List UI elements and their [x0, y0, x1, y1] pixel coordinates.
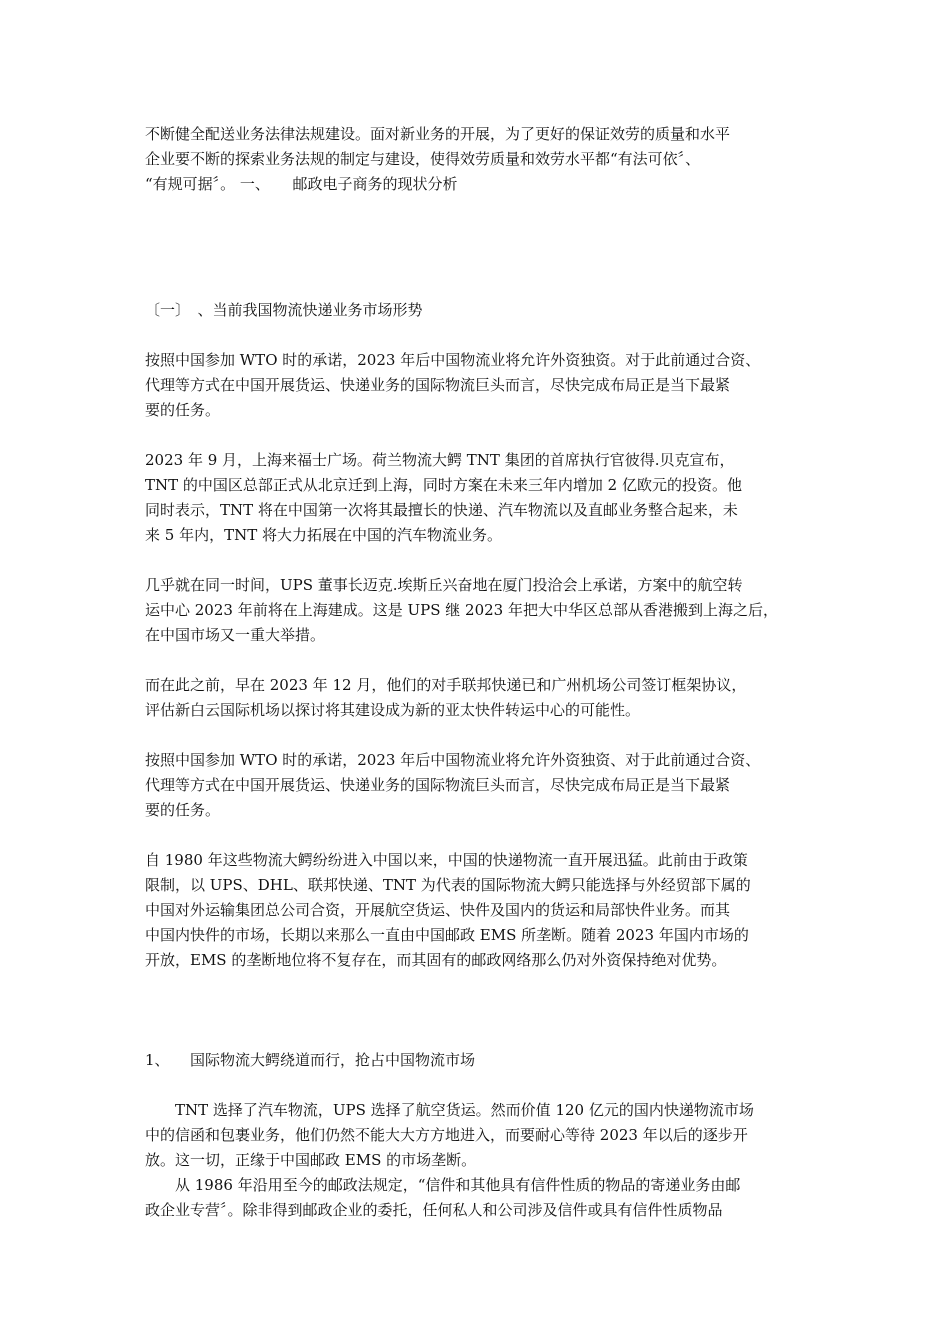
text-line: 中国对外运输集团总公司合资，开展航空货运、快件及国内的货运和局部快件业务。而其: [145, 901, 731, 919]
text-line: 中的信函和包裹业务，他们仍然不能大大方方地进入，而要耐心等待 2023 年以后的逐步开: [145, 1126, 748, 1144]
text-line: TNT 的中国区总部正式从北京迁到上海，同时方案在未来三年内增加 2 亿欧元的投资。他: [145, 476, 742, 494]
heading-number: 1、: [145, 1051, 170, 1069]
text-line: 几乎就在同一时间，UPS 董事长迈克.埃斯丘兴奋地在厦门投洽会上承诺，方案中的航空转: [145, 576, 743, 594]
heading-text: 国际物流大鳄绕道而行，抢占中国物流市场: [190, 1051, 476, 1069]
text-line: 按照中国参加 WTO 时的承诺，2023 年后中国物流业将允许外资独资、对于此前通过合资、: [145, 751, 761, 769]
text-line: 从 1986 年沿用至今的邮政法规定，“信件和其他具有信件性质的物品的寄递业务由邮: [175, 1176, 741, 1194]
text-line: 限制，以 UPS、DHL、联邦快递、TNT 为代表的国际物流大鳄只能选择与外经贸部下属的: [145, 876, 751, 894]
text-line: 要的任务。: [145, 401, 221, 419]
paragraph-history: [145, 848, 810, 973]
text-line: 代理等方式在中国开展货运、快递业务的国际物流巨头而言，尽快完成布局正是当下最紧: [145, 776, 731, 794]
text-line: 开放，EMS 的垄断地位将不复存在，而其固有的邮政网络那么仍对外资保持绝对优势。: [145, 951, 727, 969]
text-line: 中国内快件的市场，长期以来那么一直由中国邮政 EMS 所垄断。随着 2023 年国内市场的: [145, 926, 749, 944]
paragraph-wto-2: [145, 748, 810, 823]
text-line: 在中国市场又一重大举措。: [145, 626, 326, 644]
text-line: 按照中国参加 WTO 时的承诺，2023 年后中国物流业将允许外资独资。对于此前通过合资、: [145, 351, 761, 369]
paragraph-intro: [145, 122, 810, 197]
paragraph-tnt: [145, 448, 810, 548]
text-line: 放。这一切，正缘于中国邮政 EMS 的市场垄断。: [145, 1151, 477, 1169]
text-line: TNT 选择了汽车物流，UPS 选择了航空货运。然而价值 120 亿元的国内快递物流市场: [175, 1101, 754, 1119]
paragraph-ups: [145, 573, 810, 648]
text-line: 不断健全配送业务法律法规建设。面对新业务的开展，为了更好的保证效劳的质量和水平: [145, 125, 731, 143]
paragraph-wto-1: [145, 348, 810, 423]
paragraph-postal-law: [145, 1173, 810, 1223]
text-line: 而在此之前，早在 2023 年 12 月，他们的对手联邦快递已和广州机场公司签订框架协议，: [145, 676, 747, 694]
text-line: 代理等方式在中国开展货运、快递业务的国际物流巨头而言，尽快完成布局正是当下最紧: [145, 376, 731, 394]
paragraph-tnt-ups: [145, 1098, 810, 1173]
heading-text: 〔一〕 、当前我国物流快递业务市场形势: [145, 301, 423, 319]
text-line: 自 1980 年这些物流大鳄纷纷进入中国以来，中国的快递物流一直开展迅猛。此前由于政策: [145, 851, 748, 869]
section-heading-1: [145, 298, 810, 323]
text-line: 评估新白云国际机场以探讨将其建设成为新的亚太快件转运中心的可能性。: [145, 701, 641, 719]
text-line: 同时表示，TNT 将在中国第一次将其最擅长的快递、汽车物流以及直邮业务整合起来，未: [145, 501, 738, 519]
section-heading-2: [145, 1048, 810, 1073]
text-line: 政企业专营〞。除非得到邮政企业的委托，任何私人和公司涉及信件或具有信件性质物品: [145, 1201, 723, 1219]
text-line: 要的任务。: [145, 801, 221, 819]
text-line: 企业要不断的探索业务法规的制定与建设，使得效劳质量和效劳水平都“有法可依〞、: [145, 150, 701, 168]
text-line: 2023 年 9 月，上海来福士广场。荷兰物流大鳄 TNT 集团的首席执行官彼得.贝克宣布，: [145, 451, 735, 469]
heading-line: [145, 1048, 810, 1073]
text-line: “有规可据〞。 一、 邮政电子商务的现状分析: [145, 175, 458, 193]
text-line: 来 5 年内，TNT 将大力拓展在中国的汽车物流业务。: [145, 526, 502, 544]
paragraph-fedex: [145, 673, 810, 723]
text-line: 运中心 2023 年前将在上海建成。这是 UPS 继 2023 年把大中华区总部从香港搬到上海之后，: [145, 601, 778, 619]
